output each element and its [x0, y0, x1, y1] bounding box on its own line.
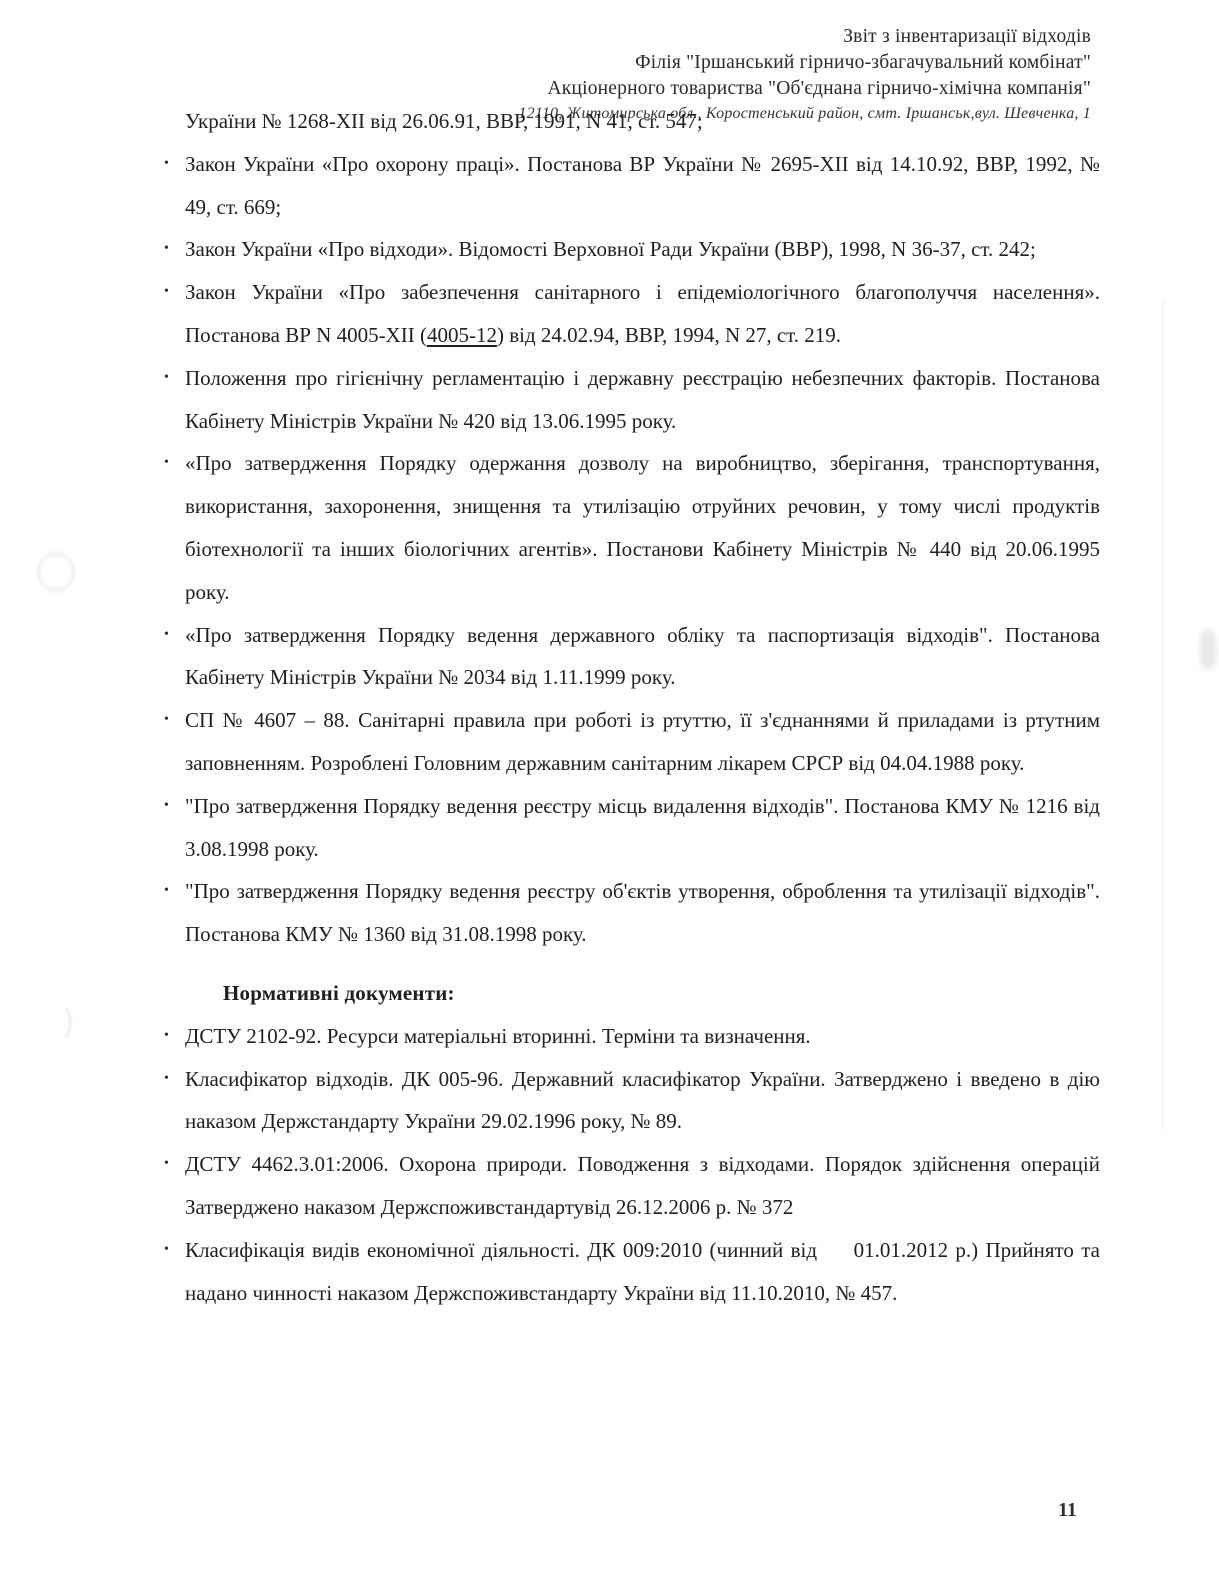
bullet-marker: •: [164, 284, 169, 300]
underlined-reference: 4005-12: [426, 322, 497, 347]
list-item: [163, 357, 1100, 443]
legal-acts-list: [163, 100, 1100, 956]
text-segment: Закон України «Про відходи». Відомості Верховної Ради України (ВВР), 1998, N 36-37, ст. 242;: [185, 237, 1036, 262]
list-item-text: [185, 623, 1100, 690]
text-segment: України № 1268-XII від 26.06.91, ВВР, 1991, N 41, ст. 547;: [185, 109, 703, 133]
organization-name: Акціонерного товариства "Об'єднана гірничо-хімічна компанія": [547, 78, 1091, 99]
text-segment: СП № 4607 – 88. Санітарні правила при роботі із ртуттю, її з'єднаннями й приладами із ртутним заповненням. Розроблені Головним державним санітарним лікарем СРСР від 04.04.1988 року.: [185, 708, 1100, 775]
list-item: [163, 271, 1100, 357]
text-segment: ДСТУ 2102-92. Ресурси матеріальні вторинні. Терміни та визначення.: [185, 1023, 811, 1048]
scan-artifact-line: [1162, 300, 1164, 1130]
text-segment: ) від 24.02.94, ВВР, 1994, N 27, ст. 219.: [496, 322, 842, 347]
bullet-marker: •: [164, 455, 169, 471]
list-item: [163, 870, 1100, 956]
text-segment: Закон України «Про забезпечення санітарного і епідеміологічного благополуччя населення». Постанова ВР N 4005-XII (: [185, 280, 1100, 347]
list-item: [163, 699, 1100, 785]
text-segment: "Про затвердження Порядку ведення реєстру місць видалення відходів". Постанова КМУ № 1216 від 3.08.1998 року.: [185, 793, 1100, 861]
text-segment: «Про затвердження Порядку одержання дозволу на виробництво, зберігання, транспортування, використання, захоронення, знищення та утилізацію отруйних речовин, у тому числі продуктів біотехнології та інших біологічних агентів». Постанови Кабінету Міністрів № 440 від 20.06.1995 року.: [185, 451, 1100, 604]
list-item-text: [185, 366, 1100, 433]
list-item-text: [185, 237, 1036, 261]
normative-documents-list: [163, 1015, 1100, 1315]
bullet-marker: •: [164, 883, 169, 899]
list-item-text: [185, 1067, 1100, 1134]
list-item: [163, 1229, 1100, 1315]
bullet-marker: •: [164, 369, 169, 385]
scan-artifact-arc: [40, 1002, 72, 1044]
bullet-marker: •: [164, 1027, 169, 1043]
list-item: [163, 442, 1100, 613]
bullet-marker: •: [164, 241, 169, 257]
list-item: [163, 1143, 1100, 1229]
list-item-continuation: [163, 100, 1100, 143]
document-body: [163, 100, 1100, 1314]
list-item-text: [185, 879, 1100, 946]
text-segment: Положення про гігієнічну регламентацію і державну реєстрацію небезпечних факторів. Постанова Кабінету Міністрів України № 420 від 13.06.1995 року.: [185, 365, 1100, 433]
section-heading: Нормативні документи:: [223, 980, 455, 1005]
text-segment: Закон України «Про охорону праці». Постанова ВР України № 2695-XII від 14.10.92, ВВР, 1992, № 49, ст. 669;: [185, 151, 1100, 219]
bullet-marker: •: [164, 1070, 169, 1086]
list-item-text: [185, 1152, 1100, 1219]
list-item-text: [185, 280, 1100, 347]
list-item-text: [185, 152, 1100, 219]
organization-address: 12110, Житомирська обл., Коростенський район, смт. Іршанськ,вул. Шевченка, 1: [518, 105, 1091, 122]
list-item: [163, 614, 1100, 700]
bullet-marker: •: [164, 626, 169, 642]
list-item-text: [185, 794, 1100, 861]
bullet-marker: •: [164, 797, 169, 813]
list-item: [163, 143, 1100, 229]
text-segment: "Про затвердження Порядку ведення реєстру об'єктів утворення, оброблення та утилізації відходів". Постанова КМУ № 1360 від 31.08.1998 року.: [185, 879, 1100, 947]
bullet-marker: •: [164, 1241, 169, 1257]
list-item: [163, 228, 1100, 271]
text-segment: Класифікатор відходів. ДК 005-96. Державний класифікатор України. Затверджено і введено в дію наказом Держстандарту України 29.02.1996 року, № 89.: [185, 1066, 1100, 1134]
scan-artifact-ring: [36, 551, 76, 593]
bullet-marker: •: [164, 712, 169, 728]
text-segment: Класифікація видів економічної діяльності. ДК 009:2010 (чинний від 01.01.2012 р.) Прийнято та надано чинності наказом Держспоживстандарту України від 11.10.2010, № 457.: [185, 1237, 1100, 1305]
text-segment: «Про затвердження Порядку ведення державного обліку та паспортизація відходів". Постанова Кабінету Міністрів України № 2034 від 1.11.1999 року.: [185, 622, 1100, 690]
bullet-marker: •: [164, 155, 169, 171]
organization-branch: Філія "Іршанський гірничо-збагачувальний комбінат": [635, 52, 1091, 73]
list-item: [163, 785, 1100, 871]
text-segment: ДСТУ 4462.3.01:2006. Охорона природи. Поводження з відходами. Порядок здійснення операцій Затверджено наказом Держспоживстандартувід 26.12.2006 р. № 372: [185, 1152, 1100, 1219]
list-item-text: [185, 708, 1100, 775]
list-item-text: [185, 1238, 1100, 1305]
list-item-text: [185, 1024, 811, 1048]
list-item: [163, 1015, 1100, 1058]
scan-artifact-smudge: [1200, 630, 1216, 670]
page-number: 11: [1058, 1499, 1077, 1521]
report-title: Звіт з інвентаризації відходів: [843, 26, 1091, 47]
list-item-text: [185, 109, 703, 133]
bullet-marker: •: [164, 1156, 169, 1172]
list-item: [163, 1058, 1100, 1144]
list-item-text: [185, 451, 1100, 603]
